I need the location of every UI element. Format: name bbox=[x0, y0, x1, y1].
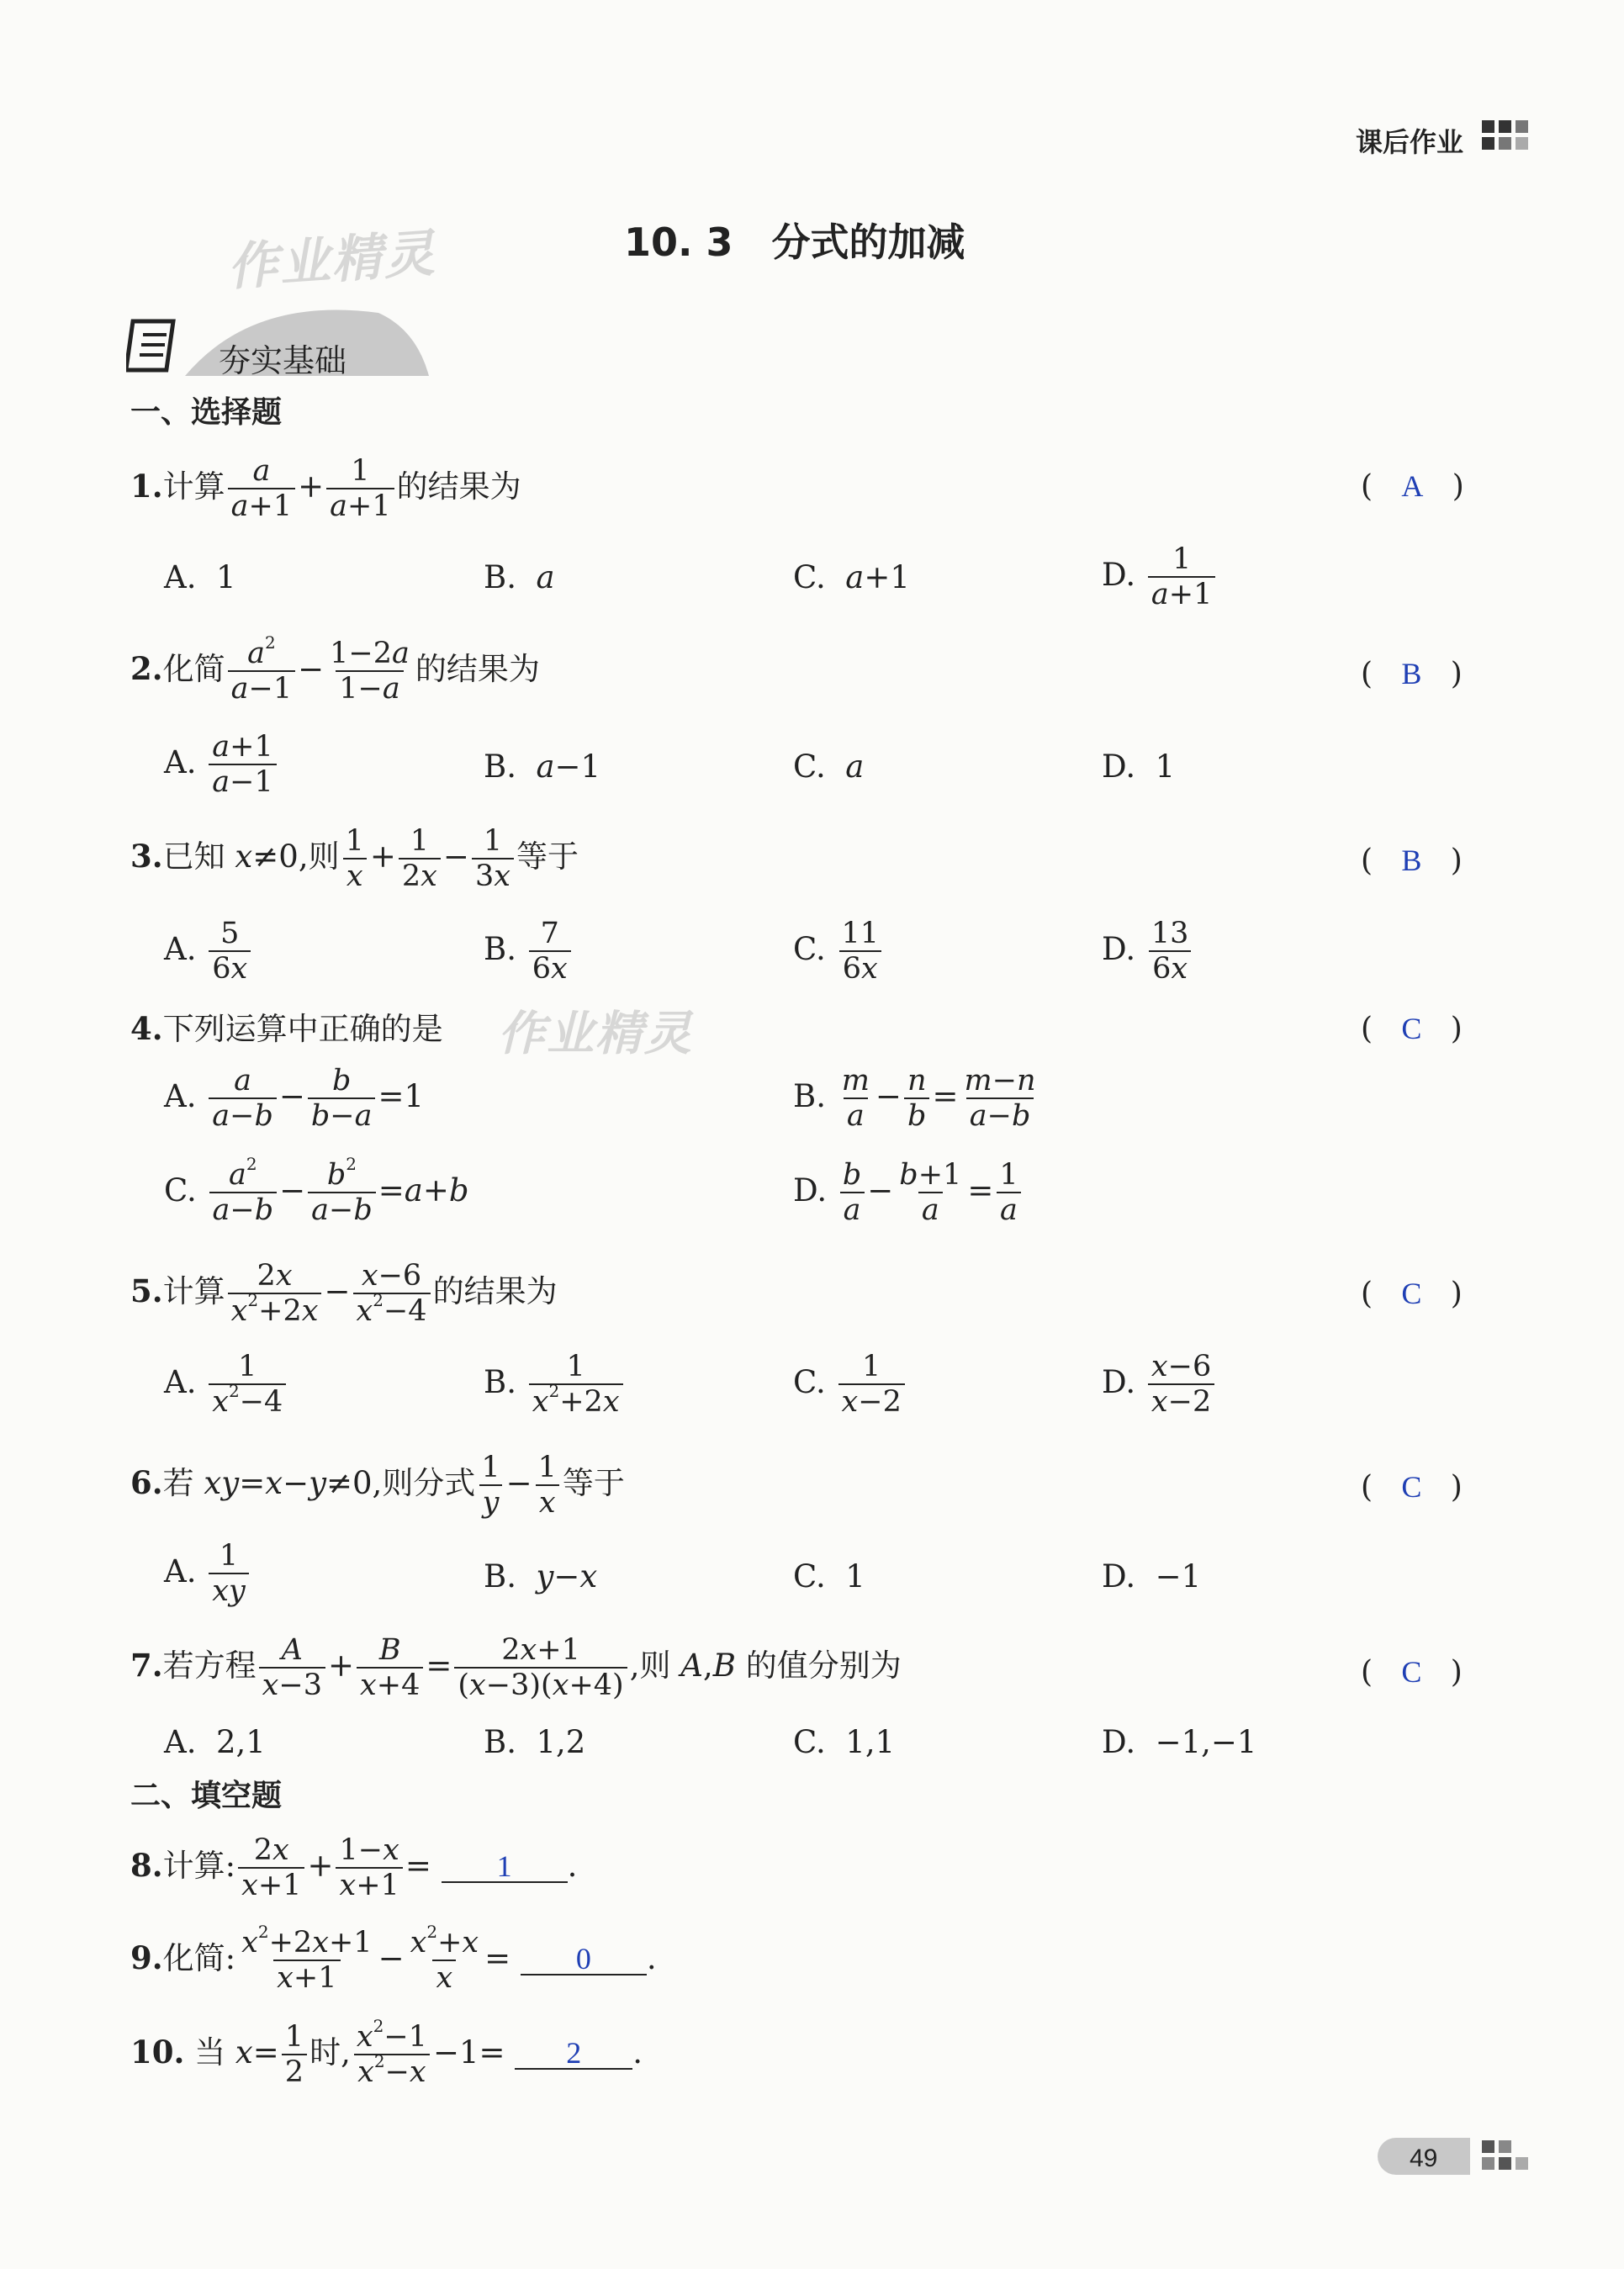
q2-option-b: B. a−1 bbox=[484, 748, 601, 785]
q1-option-b: B. a bbox=[484, 559, 555, 595]
watermark-top: 作业精灵 bbox=[225, 224, 438, 298]
q7-option-d: D. −1,−1 bbox=[1102, 1724, 1257, 1760]
question-4: 4.下列运算中正确的是 bbox=[130, 1010, 443, 1047]
answer-bracket-7: ( C ) bbox=[1361, 1655, 1463, 1690]
section-banner-label: 夯实基础 bbox=[219, 342, 347, 379]
question-9: 9.化简: $\frac{x^2+2x+1}{x+1}$ − $\frac{x^2+x}{x}$ = 0 . bbox=[130, 1922, 657, 1996]
question-7: 7.若方程 $\frac{A}{x-3}$ + $\frac{B}{x+4}$ = $\frac{2x+1}{(x-3)(x+4)}$ ,则 A,B 的值分别为 bbox=[130, 1633, 902, 1703]
q2-option-d: D. 1 bbox=[1102, 748, 1176, 785]
answer-bracket-1: ( A ) bbox=[1361, 469, 1464, 504]
question-2: 2.化简 $\frac{a^2}{a-1}$ − $\frac{1-2a}{1-a}$ 的结果为 bbox=[130, 632, 540, 706]
q7-option-c: C. 1,1 bbox=[793, 1724, 896, 1760]
q7-option-b: B. 1,2 bbox=[484, 1724, 586, 1760]
q6-option-d: D. −1 bbox=[1102, 1558, 1202, 1595]
q2-option-c: C. a bbox=[793, 748, 865, 785]
answer-blank-9: 0 bbox=[521, 1943, 647, 1975]
q1-option-d: D. $\frac{1}{a+1}$ bbox=[1102, 542, 1218, 612]
q5-option-b: B. $\frac{1}{x^2+2x}$ bbox=[484, 1350, 626, 1420]
question-1: 1.计算 $\frac{a}{a+1}$ + $\frac{1}{a+1}$ 的结果为 bbox=[130, 454, 521, 524]
q6-option-c: C. 1 bbox=[793, 1558, 865, 1595]
q4-option-c: C. $\frac{a^2}{a-b}$ − $\frac{b^2}{a-b}$ =a+b bbox=[164, 1154, 469, 1228]
question-6: 6.若 xy=x−y≠0,则分式 $\frac{1}{y}$ − $\frac{1}{x}$ 等于 bbox=[130, 1451, 625, 1521]
q5-option-d: D. $\frac{x-6}{x-2}$ bbox=[1102, 1350, 1217, 1420]
answer-bracket-4: ( C ) bbox=[1361, 1012, 1463, 1046]
answer-blank-10: 2 bbox=[515, 2037, 632, 2070]
answer-bracket-2: ( B ) bbox=[1361, 657, 1463, 691]
header-label: 课后作业 bbox=[1356, 126, 1464, 158]
question-10: 10. 当 x= $\frac{1}{2}$ 时, $\frac{x^2-1}{x^2-x}$ −1= 2 . bbox=[130, 2016, 643, 2090]
q4-option-d: D. $\frac{b}{a}$ − $\frac{b+1}{a}$ = $\frac{1}{a}$ bbox=[793, 1158, 1024, 1228]
answer-bracket-3: ( B ) bbox=[1361, 844, 1463, 878]
answer-bracket-6: ( C ) bbox=[1361, 1470, 1463, 1505]
q3-option-c: C. $\frac{11}{6x}$ bbox=[793, 917, 885, 986]
q1-option-a: A. 1 bbox=[164, 559, 236, 595]
q3-option-d: D. $\frac{13}{6x}$ bbox=[1102, 917, 1194, 986]
book-icon bbox=[126, 321, 173, 370]
page-number: 49 bbox=[1410, 2145, 1438, 2172]
q5-option-a: A. $\frac{1}{x^2-4}$ bbox=[164, 1350, 288, 1420]
q3-option-b: B. $\frac{7}{6x}$ bbox=[484, 917, 574, 986]
q2-option-a: A. $\frac{a+1}{a-1}$ bbox=[164, 730, 279, 800]
watermark-middle: 作业精灵 bbox=[498, 1007, 693, 1061]
question-8: 8.计算: $\frac{2x}{x+1}$ + $\frac{1-x}{x+1}$ = 1 . bbox=[130, 1833, 578, 1903]
question-3: 3.已知 x≠0,则 $\frac{1}{x}$ + $\frac{1}{2x}$ − $\frac{1}{3x}$ 等于 bbox=[130, 824, 579, 894]
q7-option-a: A. 2,1 bbox=[164, 1724, 266, 1760]
page-title: 10. 3 分式的加减 bbox=[624, 219, 965, 265]
q6-option-b: B. y−x bbox=[484, 1558, 598, 1595]
answer-blank-8: 1 bbox=[442, 1850, 568, 1883]
question-5: 5.计算 $\frac{2x}{x^2+2x}$ − $\frac{x-6}{x^2-4}$ 的结果为 bbox=[130, 1259, 558, 1329]
q6-option-a: A. $\frac{1}{xy}$ bbox=[164, 1539, 251, 1609]
q1-option-c: C. a+1 bbox=[793, 559, 910, 595]
q5-option-c: C. $\frac{1}{x-2}$ bbox=[793, 1350, 907, 1420]
section-banner bbox=[126, 296, 429, 379]
part2-heading: 二、填空题 bbox=[130, 1779, 283, 1813]
q4-option-b: B. $\frac{m}{a}$ − $\frac{n}{b}$ = $\frac{m-n}{a-b}$ bbox=[793, 1064, 1036, 1134]
q4-option-a: A. $\frac{a}{a-b}$ − $\frac{b}{b-a}$ =1 bbox=[164, 1064, 425, 1134]
answer-bracket-5: ( C ) bbox=[1361, 1277, 1463, 1311]
q3-option-a: A. $\frac{5}{6x}$ bbox=[164, 917, 253, 986]
part1-heading: 一、选择题 bbox=[130, 395, 283, 430]
